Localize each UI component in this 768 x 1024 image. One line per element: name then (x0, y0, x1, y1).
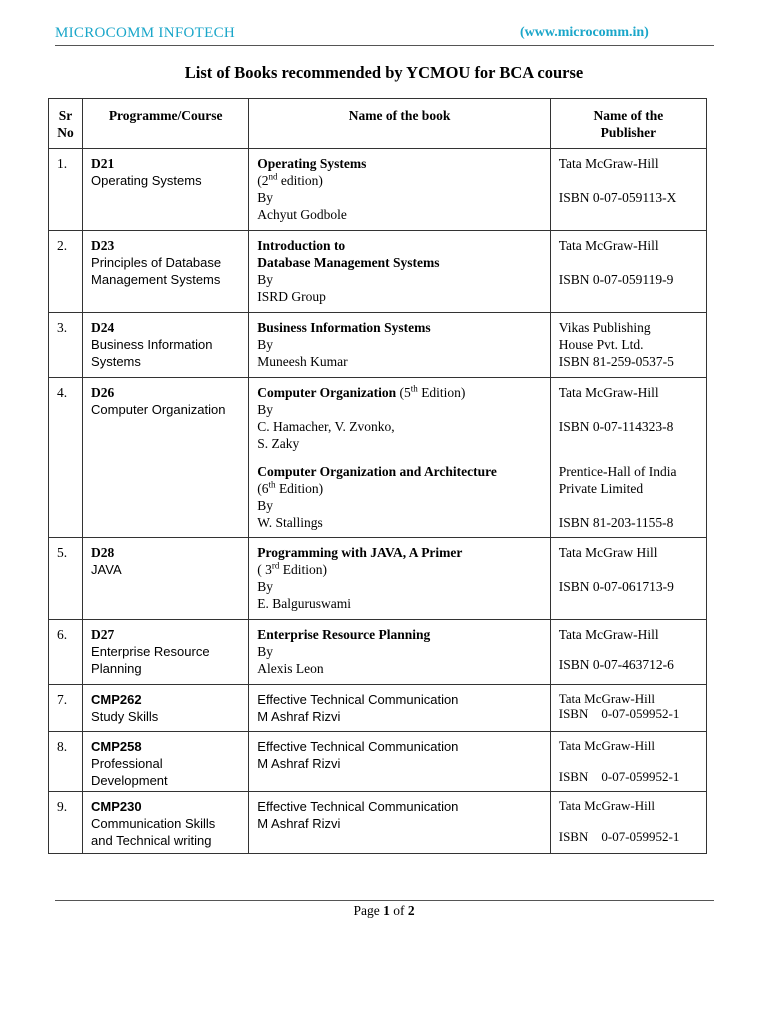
publisher-name: Tata McGraw Hill (558, 545, 658, 560)
course-name: JAVA (91, 562, 122, 577)
book-author: W. Stallings (257, 515, 323, 530)
book-by: By (257, 190, 274, 205)
publisher-isbn: ISBN 81-203-1155-8 (558, 515, 674, 530)
table-row (49, 313, 707, 378)
course-name: Principles of Database Management Systems (91, 255, 222, 287)
publisher-name: Tata McGraw-Hill (558, 738, 655, 753)
book-edition: (2nd edition) (257, 171, 323, 188)
publisher-isbn: ISBN 0-07-059952-1 (558, 706, 680, 721)
book-title: Programming with JAVA, A Primer (257, 545, 463, 560)
book-edition: (6th Edition) (257, 479, 324, 496)
book-title: Effective Technical Communication (257, 799, 459, 814)
course-name: Professional Development (91, 756, 168, 788)
publisher-isbn: ISBN 0-07-059952-1 (558, 829, 680, 844)
books-table (48, 98, 707, 854)
book-by: By (257, 337, 274, 352)
publisher-isbn: ISBN 0-07-059952-1 (558, 769, 680, 784)
row-sr: 2. (57, 238, 68, 253)
publisher-name: Tata McGraw-Hill (558, 156, 659, 171)
course-name: Study Skills (91, 709, 159, 724)
book-edition: ( 3rd Edition) (257, 560, 328, 577)
table-row (49, 620, 707, 685)
footer-divider (55, 900, 714, 901)
row-sr: 4. (57, 385, 68, 400)
table-row (49, 149, 707, 231)
course-name: Communication Skills and Technical writing (91, 816, 216, 848)
page-number: Page 1 of 2 (353, 903, 415, 918)
publisher-isbn: ISBN 0-07-061713-9 (558, 579, 674, 594)
course-code: D24 (91, 320, 115, 335)
publisher-name: Vikas Publishing House Pvt. Ltd. (558, 320, 651, 352)
row-sr: 8. (57, 739, 68, 754)
course-name: Computer Organization (91, 402, 226, 417)
course-code: D26 (91, 385, 115, 400)
course-code: D21 (91, 156, 115, 171)
row-sr: 1. (57, 156, 68, 171)
row-sr: 5. (57, 545, 68, 560)
book-title: Effective Technical Communication (257, 739, 459, 754)
publisher-name: Tata McGraw-Hill (558, 627, 659, 642)
table-row (49, 685, 707, 732)
publisher-isbn: ISBN 81-259-0537-5 (558, 354, 674, 369)
book-by: By (257, 272, 274, 287)
publisher-name: Tata McGraw-Hill (558, 798, 655, 813)
row-sr: 6. (57, 627, 68, 642)
table-row (49, 732, 707, 792)
course-code: CMP258 (91, 739, 142, 754)
book-author: Muneesh Kumar (257, 354, 348, 369)
table-row (49, 378, 707, 538)
book-by: By (257, 579, 274, 594)
course-code: D23 (91, 238, 115, 253)
book-author: C. Hamacher, V. Zvonko, S. Zaky (257, 419, 395, 451)
book-title: Computer Organization (5th Edition) (257, 383, 466, 400)
book-title: Computer Organization and Architecture (257, 464, 497, 479)
row-sr: 9. (57, 799, 68, 814)
book-author: Alexis Leon (257, 661, 324, 676)
book-author: ISRD Group (257, 289, 326, 304)
book-by: By (257, 644, 274, 659)
page-title: List of Books recommended by YCMOU for BCA course (184, 63, 584, 82)
header-sr-no: Sr No (49, 99, 83, 149)
publisher-name: Tata McGraw-Hill (558, 691, 655, 706)
book-author: M Ashraf Rizvi (257, 816, 341, 831)
header-book: Name of the book (249, 99, 550, 149)
book-by: By (257, 498, 274, 513)
publisher-name: Tata McGraw-Hill (558, 238, 659, 253)
course-name: Enterprise Resource Planning (91, 644, 210, 676)
row-sr: 3. (57, 320, 68, 335)
table-header-row (49, 99, 707, 149)
publisher-isbn: ISBN 0-07-463712-6 (558, 657, 674, 672)
book-title: Business Information Systems (257, 320, 431, 335)
book-title: Enterprise Resource Planning (257, 627, 431, 642)
publisher-isbn: ISBN 0-07-059119-9 (558, 272, 674, 287)
course-code: D27 (91, 627, 115, 642)
publisher-isbn: ISBN 0-07-059113-X (558, 190, 677, 205)
company-website[interactable]: (www.microcomm.in) (520, 25, 649, 40)
course-code: D28 (91, 545, 115, 560)
book-author: Achyut Godbole (257, 207, 347, 222)
header-divider (55, 45, 714, 46)
book-author: M Ashraf Rizvi (257, 756, 341, 771)
table-row (49, 792, 707, 854)
course-name: Business Information Systems (91, 337, 213, 369)
company-name: MICROCOMM INFOTECH (55, 25, 236, 41)
book-author: E. Balguruswami (257, 596, 352, 611)
book-by: By (257, 402, 274, 417)
book-author: M Ashraf Rizvi (257, 709, 341, 724)
header-course: Programme/Course (83, 99, 249, 149)
book-title: Effective Technical Communication (257, 692, 459, 707)
course-name: Operating Systems (91, 173, 202, 188)
book-title: Introduction to Database Management Systems (257, 238, 440, 270)
header-publisher: Name of the Publisher (550, 99, 706, 149)
book-title: Operating Systems (257, 156, 367, 171)
table-row (49, 231, 707, 313)
table-row (49, 538, 707, 620)
course-code: CMP262 (91, 692, 142, 707)
publisher-name: Tata McGraw-Hill (558, 385, 659, 400)
course-code: CMP230 (91, 799, 142, 814)
row-sr: 7. (57, 692, 68, 707)
publisher-name: Prentice-Hall of India Private Limited (558, 464, 677, 496)
publisher-isbn: ISBN 0-07-114323-8 (558, 419, 674, 434)
